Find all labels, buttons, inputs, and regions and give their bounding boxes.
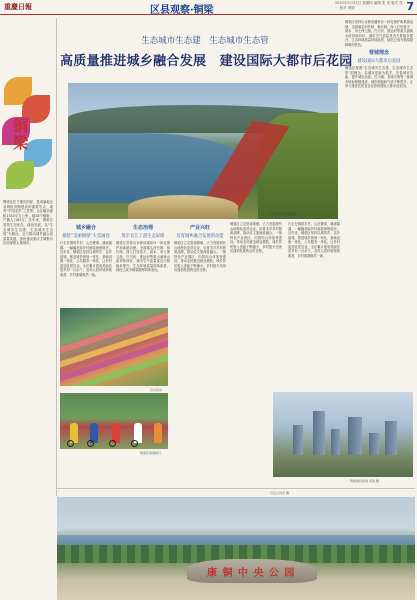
section-divider <box>57 488 415 489</box>
headline: 高质量推进城乡融合发展 建设国际大都市后花园 <box>60 54 353 69</box>
lead-header <box>60 18 353 69</box>
subhead-2: 生态治理 <box>132 225 153 231</box>
subhead-4-sub: 建设国际大都市后花园 <box>357 59 401 64</box>
article-column-2 <box>116 222 170 273</box>
article-text-2: 铜梁区坚持山水林田湖草沙一体化保护和系统治理，全面落实河长制、林长制，深入打好蓝天、碧水、净土保卫战。巴川河、淮远河等重点流域水质持续向好，城市空气质量优良天数稳步提升，生态环境质量持续改善，绿色已成为铜梁最鲜明的底色。 <box>116 241 170 272</box>
building-shape <box>348 417 362 455</box>
building-shape <box>293 425 303 455</box>
bike-wheel-icon <box>109 440 116 447</box>
article-text-3: 铜梁区立足资源禀赋，大力发展现代山地特色高效农业，培育龙乡乡村旅游品牌，推动农文旅深度融合。一批特色产业园区、田园综合体加快建设，带动农民就近就业增收，城乡居民收入差距不断缩小，乡村振兴呈现出蓬勃发展的良好态势。 <box>174 241 226 272</box>
field-photo <box>60 308 168 386</box>
cycling-photo-caption: 铜梁区绿道骑行 <box>140 451 162 455</box>
cycling-photo <box>60 393 168 449</box>
article-text-right-b: 铜梁区按照“生态城市生态建、生态城市生态管”的理念，以城市更新为抓手，完善城市功能，提升城市品质。巴川湖、龙城天街等一批城市地标相继建成，城市颜值和气质不断提升，正努力建设宜居宜业宜游的国际大都市后花园。 <box>345 66 413 88</box>
subhead-1-sub: 描绘“美丽铜梁”大美画卷 <box>62 234 110 239</box>
sidebar-text: 铜梁区位于重庆西部，是成渝地区双城经济圈建设的重要节点，素有“中国龙乡”之美誉。全区幅员面积1343平方公里，辖28个镇街，户籍人口83万。近年来，铜梁区坚持生态优先、绿色发展，以“生态城市生态建、生态城市生态管”为路径，全力推动城乡融合高质量发展，加快建设重庆主城都市区西部桥头堡城市。 <box>3 200 53 246</box>
newspaper-logo: 重慶日報 <box>4 2 32 11</box>
hero-caption: 巴川湖风光 邓锐 摄 <box>270 212 296 216</box>
city-photo-caption: 铜梁城区新貌 邓锐 摄 <box>350 479 379 483</box>
building-shape <box>313 411 325 455</box>
pano-caption: 巴岳山风光 摄 <box>270 491 289 495</box>
sidebar-title: 铜梁 <box>11 118 29 152</box>
bike-wheel-icon <box>131 440 138 447</box>
hero-photo <box>68 83 338 219</box>
cyclist-figure <box>154 423 162 443</box>
article-column-4 <box>230 222 282 254</box>
bike-wheel-icon <box>67 440 74 447</box>
building-shape <box>369 433 379 455</box>
banner-petal-icon <box>6 161 34 189</box>
sidebar <box>0 15 56 600</box>
field-photo-caption: 巴川风光 <box>150 388 163 392</box>
subhead-3: 产业兴旺 <box>189 225 210 231</box>
building-shape <box>331 429 340 455</box>
flower-strip <box>60 349 168 386</box>
article-column-5 <box>288 222 340 258</box>
subhead-3-sub: 培育城乡融合发展新动能 <box>176 234 224 239</box>
page-number: 7 <box>406 0 414 13</box>
date-line: 2023年2月23日 星期四 编辑 张 美 版式 张一 校对 黄婷 <box>335 1 403 10</box>
subhead-4: 营城理念 <box>368 50 389 56</box>
article-text-4a: 铜梁区立足资源禀赋，大力发展现代山地特色高效农业，培育龙乡乡村旅游品牌，推动农文旅深度融合。一批特色产业园区、田园综合体加快建设，带动农民就近就业增收，城乡居民收入差距不断缩小，乡村振兴呈现出蓬勃发展的良好态势。 <box>230 222 282 253</box>
article-text-right-a: 铜梁区坚持山水林田湖草沙一体化保护和系统治理，全面落实河长制、林长制，深入打好蓝天、碧水、净土保卫战。巴川河、淮远河等重点流域水质持续向好，城市空气质量优良天数稳步提升，生态环境质量持续改善，绿色已成为铜梁最鲜明的底色。 <box>345 20 413 47</box>
bike-wheel-icon <box>87 440 94 447</box>
article-column-right <box>345 20 413 89</box>
column-divider <box>56 18 57 496</box>
hero-reeds <box>128 195 238 219</box>
section-title: 区县观察·铜梁 <box>150 5 214 16</box>
city-photo <box>273 392 413 477</box>
kicker: 生态城市生态建 生态城市生态管 <box>141 36 269 46</box>
article-text-5: 行走在铜梁乡村，山峦叠翠、溪流潺潺，一幅幅美丽乡村画卷徐徐展开。近年来，铜梁区坚持以城带乡、以乡促城，推进城乡规划一体化、基础设施一体化、公共服务一体化，让乡村更加宜居宜业。全区累计建成美丽宜居乡村一百余个，农村人居环境持续改善，乡村面貌焕然一新。 <box>288 222 340 258</box>
masthead <box>0 0 417 15</box>
article-text-1: 行走在铜梁乡村，山峦叠翠、溪流潺潺，一幅幅美丽乡村画卷徐徐展开。近年来，铜梁区坚持以城带乡、以乡促城，推进城乡规划一体化、基础设施一体化、公共服务一体化，让乡村更加宜居宜业。全区累计建成美丽宜居乡村一百余个，农村人居环境持续改善，乡村面貌焕然一新。 <box>60 241 112 277</box>
subhead-2-sub: 筑牢长江上游生态屏障 <box>121 234 165 239</box>
park-sign-inscription: 康 铜 中 央 公 园 <box>207 568 296 579</box>
building-shape <box>385 421 397 455</box>
park-panorama-photo <box>57 497 415 600</box>
subhead-1: 城乡融合 <box>75 225 96 231</box>
article-column-3 <box>174 222 226 273</box>
article-column-1 <box>60 222 112 277</box>
